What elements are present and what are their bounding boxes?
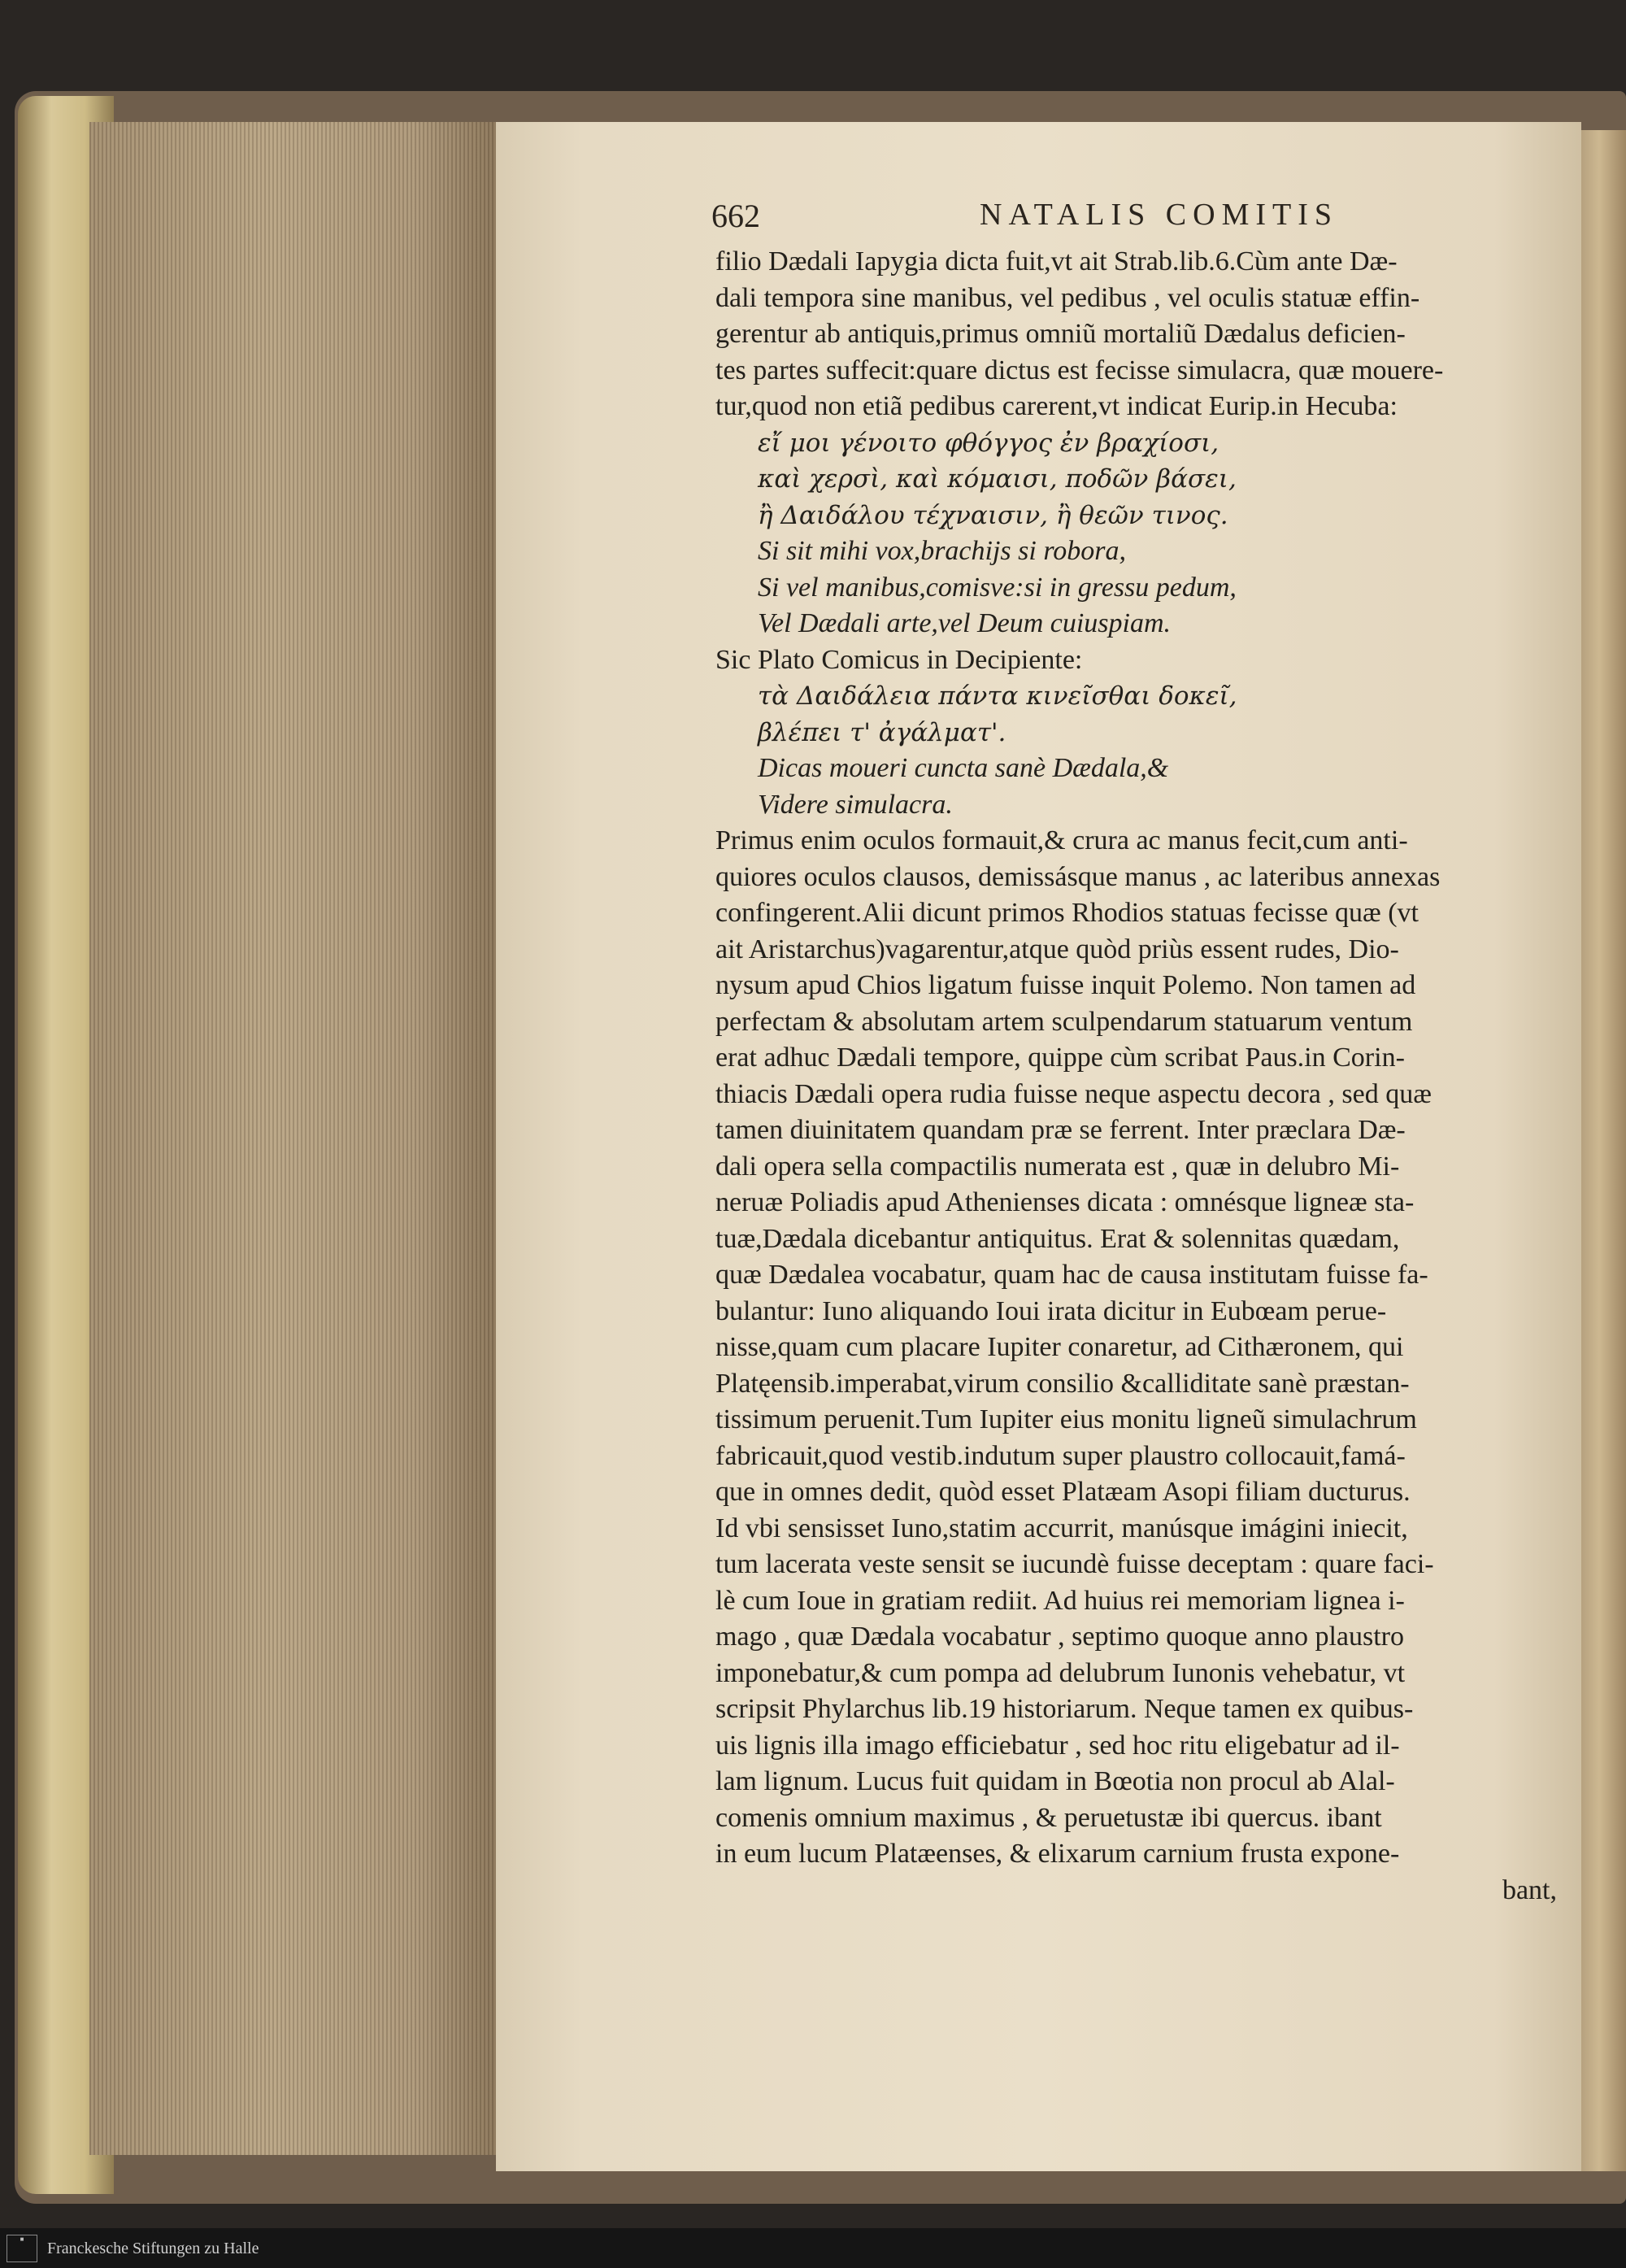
text-line: neruæ Poliadis apud Athenienses dicata : omnésque ligneæ sta- — [715, 1187, 1415, 1217]
text-line: dali tempora sine manibus, vel pedibus , vel oculis statuæ effin- — [715, 282, 1420, 313]
text-line: bant, — [1502, 1874, 1557, 1905]
institution-label: Franckesche Stiftungen zu Halle — [47, 2240, 259, 2257]
text-line: mago , quæ Dædala vocabatur , septimo quoque anno plaustro — [715, 1622, 1404, 1652]
page-number: 662 — [711, 198, 760, 234]
text-line: ait Aristarchus)vagarentur,atque quòd priùs essent rudes, Dio- — [715, 934, 1399, 964]
text-line: fabricauit,quod vestib.indutum super plaustro collocauit,famá- — [715, 1440, 1406, 1471]
text-line: imponebatur,& cum pompa ad delubrum Iunonis vehebatur, vt — [715, 1657, 1406, 1688]
latin-verse-line: Si vel manibus,comisve:si in gressu pedum, — [758, 572, 1237, 603]
facing-page-edge — [1581, 130, 1626, 2171]
page-edges — [89, 122, 498, 2155]
greek-verse-line: ἢ Δαιδάλου τέχναισιν, ἢ θεῶν τινος. — [758, 500, 1228, 530]
text-line: gerentur ab antiquis,primus omniũ mortaliũ Dædalus deficien- — [715, 319, 1406, 349]
greek-verse-line: τὰ Δαιδάλεια πάντα κινεῖσθαι δοκεῖ, — [758, 681, 1237, 711]
greek-verse-line: εἴ μοι γένοιτο φθόγγος ἐν βραχίοσι, — [758, 428, 1220, 458]
text-line: tum lacerata veste sensit se iucundè fuisse deceptam : quare faci- — [715, 1549, 1434, 1579]
text-line: lè cum Ioue in gratiam rediit. Ad huius rei memoriam lignea i- — [715, 1585, 1405, 1616]
text-line: tur,quod non etiã pedibus carerent,vt indicat Eurip.in Hecuba: — [715, 391, 1398, 421]
text-line: in eum lucum Platæenses, & elixarum carnium frusta expone- — [715, 1839, 1400, 1869]
text-line: erat adhuc Dædali tempore, quippe cùm scribat Paus.in Corin- — [715, 1043, 1405, 1073]
page-header — [711, 197, 1378, 246]
text-line: uis lignis illa imago efficiebatur , sed hoc ritu eligebatur ad il- — [715, 1730, 1400, 1761]
text-line: tuæ,Dædala dicebantur antiquitus. Erat & solennitas quædam, — [715, 1223, 1400, 1254]
text-line: nisse,quam cum placare Iupiter conaretur, ad Cithæronem, qui — [715, 1332, 1404, 1362]
page-text — [715, 244, 1577, 1909]
text-line: tissimum peruenit.Tum Iupiter eius monitu ligneũ simulachrum — [715, 1404, 1417, 1434]
text-line: tes partes suffecit:quare dictus est fecisse simulacra, quæ mouere- — [715, 355, 1444, 385]
latin-verse-line: Si sit mihi vox,brachijs si robora, — [758, 536, 1127, 566]
greek-verse-line: καὶ χερσὶ, καὶ κόμαισι, ποδῶν βάσει, — [758, 464, 1237, 494]
text-line: lam lignum. Lucus fuit quidam in Bœotia non procul ab Alal- — [715, 1766, 1395, 1796]
text-line: Platęensib.imperabat,virum consilio &calliditate sanè præstan- — [715, 1368, 1410, 1399]
latin-verse-line: Vel Dædali arte,vel Deum cuiuspiam. — [758, 608, 1172, 638]
latin-verse-line: Videre simulacra. — [758, 789, 953, 820]
text-line: comenis omnium maximus , & peruetustæ ibi quercus. ibant — [715, 1802, 1382, 1833]
text-line: nysum apud Chios ligatum fuisse inquit Polemo. Non tamen ad — [715, 970, 1416, 1000]
footer-bar — [0, 2228, 1626, 2268]
latin-verse-line: Dicas moueri cuncta sanè Dædala,& — [758, 753, 1169, 783]
institution-logo-icon: ■ — [7, 2235, 37, 2262]
text-line: bulantur: Iuno aliquando Ioui irata dicitur in Eubœam perue- — [715, 1295, 1387, 1326]
text-line: Id vbi sensisset Iuno,statim accurrit, manúsque imágini iniecit, — [715, 1513, 1408, 1543]
running-title: NATALIS COMITIS — [980, 198, 1339, 232]
text-line: quiores oculos clausos, demissásque manus , ac lateribus annexas — [715, 861, 1441, 892]
text-line: que in omnes dedit, quòd esset Platæam Asopi filiam ducturus. — [715, 1477, 1411, 1507]
text-line: quæ Dædalea vocabatur, quam hac de causa institutam fuisse fa- — [715, 1260, 1428, 1290]
text-line: perfectam & absolutam artem sculpendarum statuarum ventum — [715, 1006, 1413, 1037]
text-line: filio Dædali Iapygia dicta fuit,vt ait Strab.lib.6.Cùm ante Dæ- — [715, 246, 1398, 276]
greek-verse-line: βλέπει τ' ἀγάλματ'. — [758, 717, 1006, 747]
text-line: tamen diuinitatem quandam præ se ferrent. Inter præclara Dæ- — [715, 1115, 1406, 1145]
text-line: scripsit Phylarchus lib.19 historiarum. Neque tamen ex quibus- — [715, 1694, 1414, 1724]
text-line: confingerent.Alii dicunt primos Rhodios statuas fecisse quæ (vt — [715, 898, 1419, 928]
text-line: Sic Plato Comicus in Decipiente: — [715, 644, 1083, 675]
text-line: Primus enim oculos formauit,& crura ac manus fecit,cum anti- — [715, 825, 1408, 855]
text-line: dali opera sella compactilis numerata est , quæ in delubro Mi- — [715, 1151, 1400, 1182]
text-line: thiacis Dædali opera rudia fuisse neque aspectu decora , sed quæ — [715, 1078, 1432, 1109]
